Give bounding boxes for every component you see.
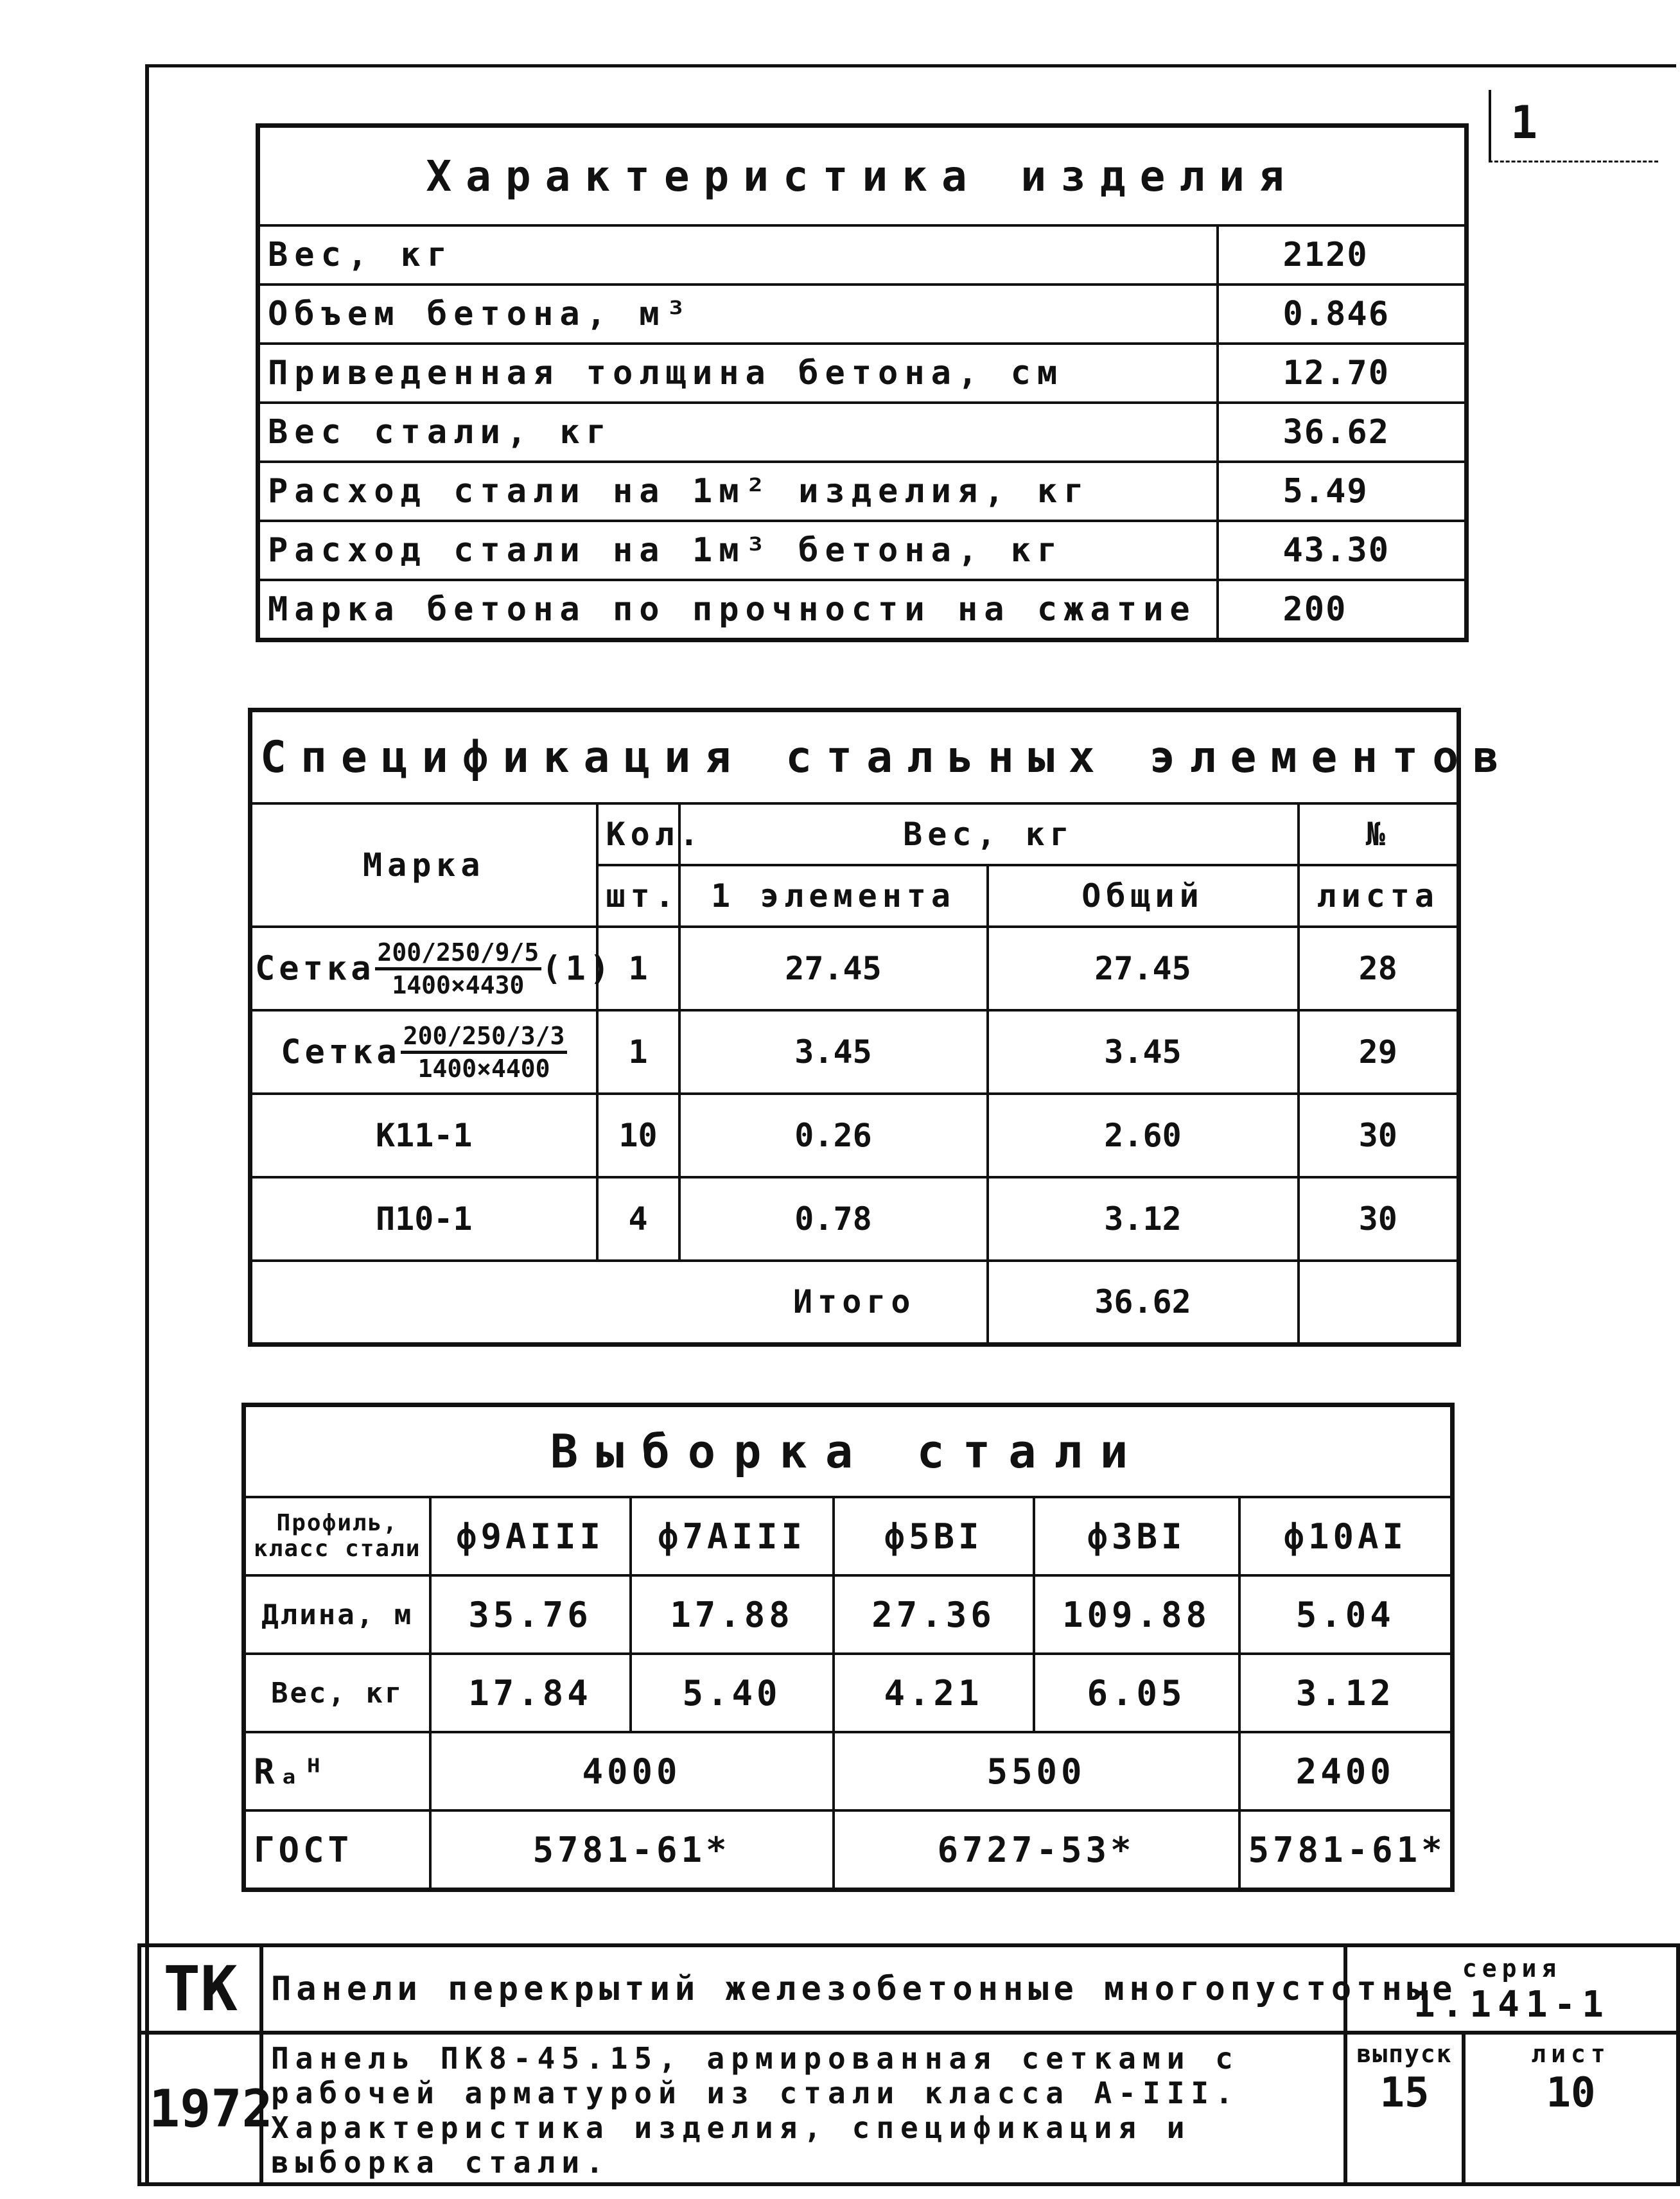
- fraction-denominator: 1400×4430: [392, 970, 525, 999]
- table-row: [244, 1575, 1453, 1654]
- table-row: [258, 462, 1467, 521]
- title-block: [137, 1943, 1680, 2186]
- length-cell: 5.04: [1239, 1575, 1453, 1654]
- spec-per: 27.45: [679, 927, 988, 1010]
- spec-mark: [250, 1010, 597, 1094]
- series-title: Панели перекрытий железобетонные многопустотные: [261, 1945, 1345, 2033]
- weight-cell: 17.84: [430, 1654, 631, 1732]
- char-label: Вес стали, кг: [258, 403, 1218, 462]
- specification-title: Спецификация стальных элементов: [250, 710, 1459, 804]
- table-row: [250, 927, 1459, 1010]
- ra-label: Rₐᴴ: [244, 1732, 430, 1810]
- table-row: [244, 1732, 1453, 1810]
- org-code: ТК: [139, 1945, 261, 2033]
- year: 1972: [139, 2033, 261, 2184]
- steel-selection-table: [241, 1403, 1455, 1892]
- header-sheet: листа: [1299, 865, 1459, 927]
- spec-per: 0.26: [679, 1094, 988, 1177]
- spec-per: 3.45: [679, 1010, 988, 1094]
- spec-per: 0.78: [679, 1177, 988, 1261]
- table-row: [258, 285, 1467, 344]
- mark-fraction: [375, 938, 542, 1000]
- spec-total: 3.12: [988, 1177, 1299, 1261]
- length-cell: 27.36: [834, 1575, 1034, 1654]
- ra-cell: 2400: [1239, 1732, 1453, 1810]
- characteristics-table: [256, 123, 1469, 642]
- spec-sheet: 30: [1299, 1094, 1459, 1177]
- total-empty: [1299, 1261, 1459, 1344]
- profile-cell: ф5ВI: [834, 1497, 1034, 1575]
- profile-cell: ф9АIII: [430, 1497, 631, 1575]
- weight-cell: 6.05: [1034, 1654, 1239, 1732]
- char-value: 2120: [1218, 225, 1467, 285]
- char-value: 200: [1218, 580, 1467, 640]
- table-row: [258, 225, 1467, 285]
- char-label: Расход стали на 1м³ бетона, кг: [258, 521, 1218, 580]
- header-mark: Марка: [250, 803, 597, 927]
- steel-selection-title: Выборка стали: [244, 1405, 1453, 1498]
- char-value: 43.30: [1218, 521, 1467, 580]
- length-label: Длина, м: [244, 1575, 430, 1654]
- gost-cell: 5781-61*: [1239, 1810, 1453, 1890]
- weight-cell: 5.40: [631, 1654, 834, 1732]
- drawing-title: Панель ПК8-45.15, армированная сетками с рабочей арматурой из стали класса А-III. Характеристика изделия, спецификация и выборка стали.: [261, 2033, 1345, 2184]
- header-sheet-no: №: [1299, 803, 1459, 865]
- spec-sheet: 29: [1299, 1010, 1459, 1094]
- char-label: Приведенная толщина бетона, см: [258, 344, 1218, 403]
- length-cell: 109.88: [1034, 1575, 1239, 1654]
- characteristics-title: Характеристика изделия: [258, 126, 1467, 226]
- weight-cell: 4.21: [834, 1654, 1034, 1732]
- weight-label: Вес, кг: [244, 1654, 430, 1732]
- frame-top-line: [145, 64, 1676, 67]
- total-row: [250, 1261, 1459, 1344]
- header-per-element: 1 элемента: [679, 865, 988, 927]
- spec-mark: [250, 927, 614, 1010]
- ra-cell: 4000: [430, 1732, 834, 1810]
- weight-cell: 3.12: [1239, 1654, 1453, 1732]
- char-label: Расход стали на 1м² изделия, кг: [258, 462, 1218, 521]
- table-row: [244, 1497, 1453, 1575]
- spec-qty: 1: [597, 1010, 679, 1094]
- gost-cell: 6727-53*: [834, 1810, 1239, 1890]
- issue-value: 15: [1379, 2069, 1430, 2117]
- char-value: 0.846: [1218, 285, 1467, 344]
- fraction-numerator: 200/250/3/3: [401, 1021, 568, 1054]
- char-label: Вес, кг: [258, 225, 1218, 285]
- sheet-value: 10: [1546, 2069, 1596, 2117]
- spec-qty: 10: [597, 1094, 679, 1177]
- gost-label: ГОСТ: [244, 1810, 430, 1890]
- spec-total: 27.45: [988, 927, 1299, 1010]
- table-row: [250, 1094, 1459, 1177]
- char-label: Объем бетона, м³: [258, 285, 1218, 344]
- specification-table: [248, 708, 1514, 1347]
- table-row: [250, 1010, 1459, 1094]
- sheet-cell: [1464, 2033, 1678, 2184]
- mark-word: Сетка: [255, 949, 375, 988]
- corner-stamp: [1489, 90, 1658, 162]
- header-qty-unit: шт.: [597, 865, 679, 927]
- spec-mark: П10-1: [250, 1177, 597, 1261]
- spec-sheet: 30: [1299, 1177, 1459, 1261]
- issue-label: выпуск: [1356, 2040, 1453, 2068]
- fraction-numerator: 200/250/9/5: [375, 938, 542, 970]
- char-label: Марка бетона по прочности на сжатие: [258, 580, 1218, 640]
- table-row: [258, 521, 1467, 580]
- header-weight: Вес, кг: [679, 803, 1299, 865]
- spec-sheet: 28: [1299, 927, 1459, 1010]
- header-qty: Кол.: [597, 803, 679, 865]
- mark-fraction: [401, 1021, 568, 1083]
- gost-cell: 5781-61*: [430, 1810, 834, 1890]
- char-value: 12.70: [1218, 344, 1467, 403]
- table-row: [244, 1810, 1453, 1890]
- spec-qty: 4: [597, 1177, 679, 1261]
- issue-cell: [1345, 2033, 1464, 2184]
- table-row: [258, 344, 1467, 403]
- sheet-label: лист: [1531, 2040, 1611, 2068]
- table-row: [258, 403, 1467, 462]
- fraction-denominator: 1400×4400: [417, 1054, 550, 1083]
- length-cell: 35.76: [430, 1575, 631, 1654]
- char-value: 5.49: [1218, 462, 1467, 521]
- ra-cell: 5500: [834, 1732, 1239, 1810]
- mark-word: Сетка: [281, 1033, 401, 1071]
- frame-left-line: [145, 64, 149, 2184]
- spec-total: 2.60: [988, 1094, 1299, 1177]
- spec-mark: К11-1: [250, 1094, 597, 1177]
- profile-cell: ф3ВI: [1034, 1497, 1239, 1575]
- corner-mark: 1: [1510, 96, 1538, 149]
- mark-suffix: (1): [541, 949, 614, 988]
- profile-cell: ф7АIII: [631, 1497, 834, 1575]
- table-row: [258, 580, 1467, 640]
- char-value: 36.62: [1218, 403, 1467, 462]
- header-total: Общий: [988, 865, 1299, 927]
- total-label: Итого: [250, 1261, 988, 1344]
- table-row: [244, 1654, 1453, 1732]
- profile-cell: ф10АI: [1239, 1497, 1453, 1575]
- total-value: 36.62: [988, 1261, 1299, 1344]
- table-row: [250, 1177, 1459, 1261]
- series-label: серия: [1462, 1954, 1562, 1983]
- series-value: 1.141-1: [1413, 1983, 1611, 2026]
- spec-total: 3.45: [988, 1010, 1299, 1094]
- profile-label: Профиль, класс стали: [244, 1497, 430, 1575]
- spec-qty: 1: [597, 927, 679, 1010]
- length-cell: 17.88: [631, 1575, 834, 1654]
